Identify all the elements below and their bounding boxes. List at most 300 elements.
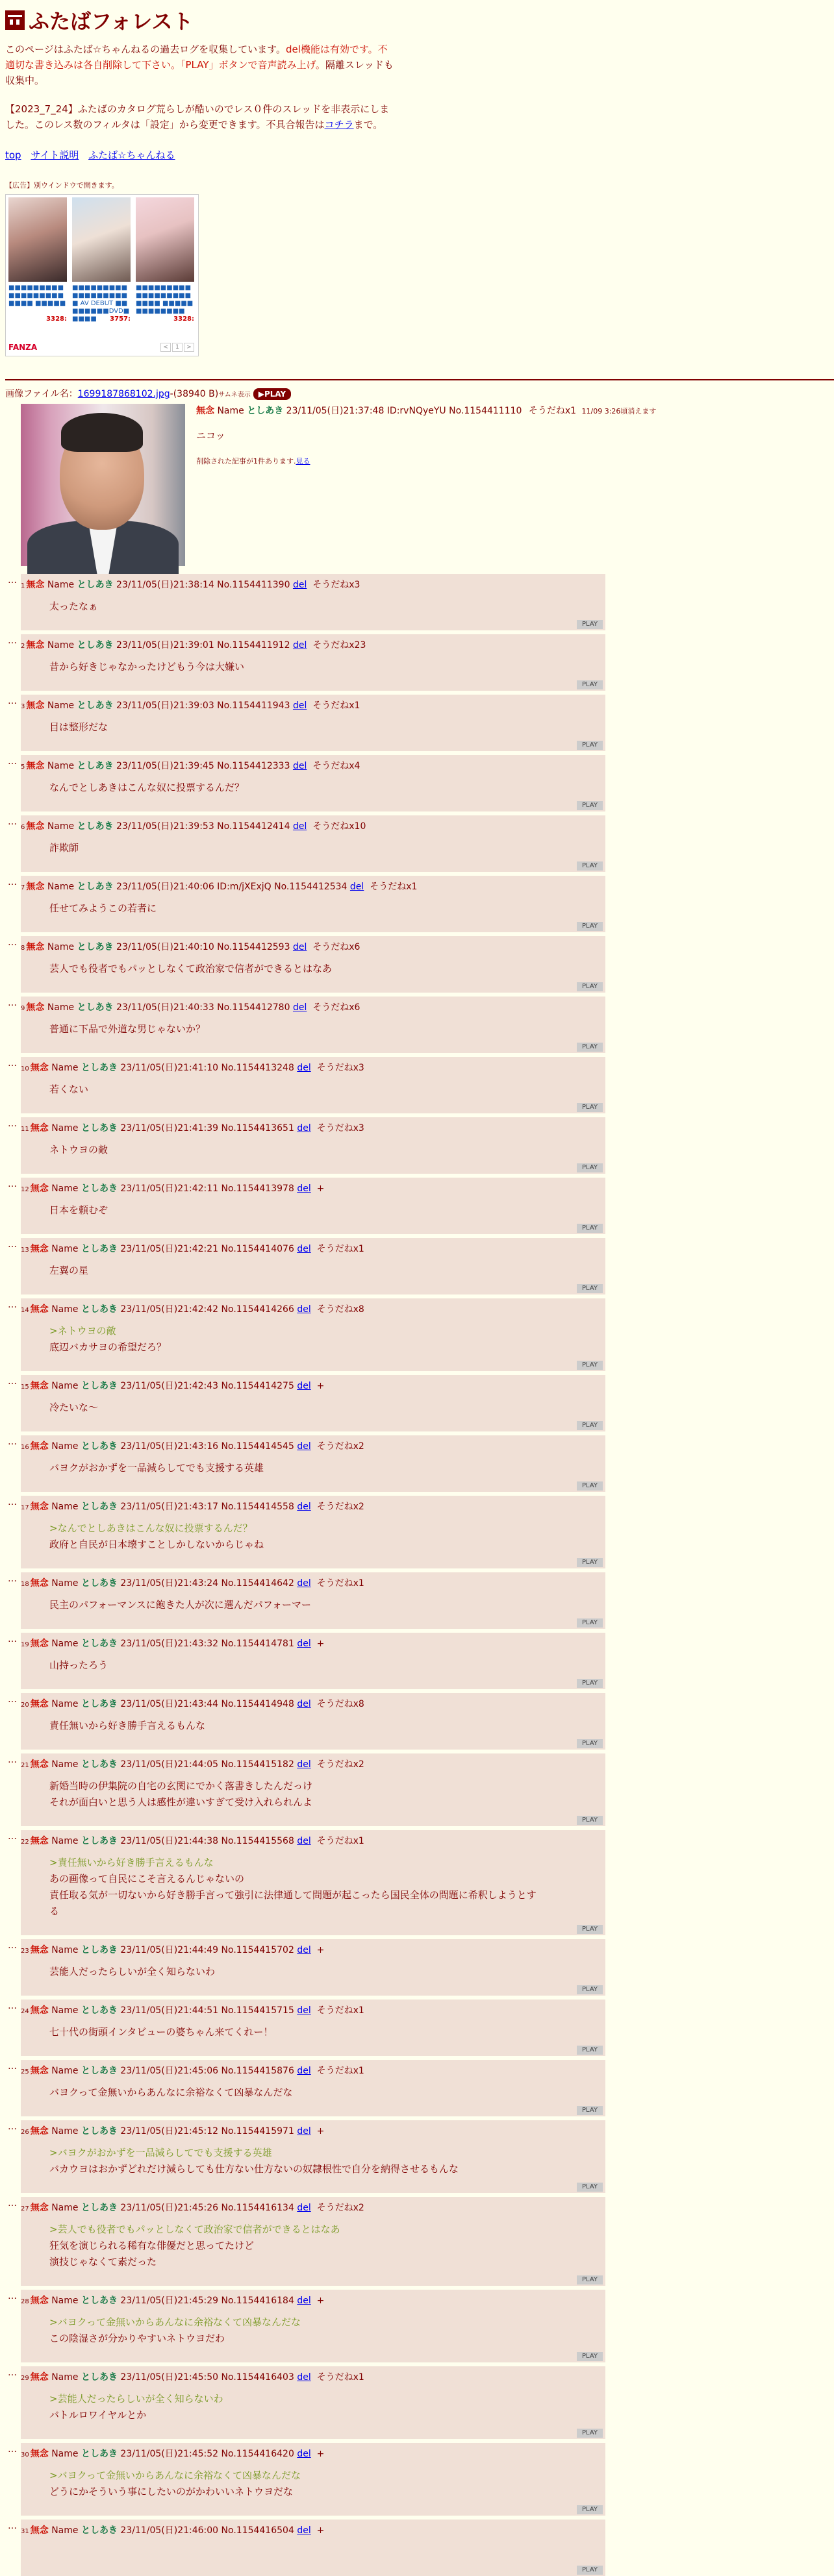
reply-name-label: Name bbox=[51, 1836, 79, 1846]
del-link[interactable]: del bbox=[292, 580, 307, 590]
sodane-button[interactable]: そうだねx2 bbox=[316, 1502, 364, 1512]
reply-row bbox=[5, 2120, 600, 2193]
intro-part-1: このページはふたば☆ちゃんねるの過去ログを収集しています。 bbox=[5, 43, 286, 55]
reply-play-button[interactable]: PLAY bbox=[577, 620, 603, 629]
reply-row bbox=[5, 997, 600, 1053]
reply-play-button[interactable]: PLAY bbox=[577, 982, 603, 991]
reply-dots: … bbox=[8, 1940, 17, 1951]
ad-item[interactable] bbox=[72, 197, 131, 323]
reply-row bbox=[5, 2366, 600, 2439]
reply-body bbox=[49, 1460, 264, 1476]
reply-row bbox=[5, 1375, 600, 1431]
reply-text-line: 芸能人だったらしいが全く知らないわ bbox=[49, 1966, 216, 1977]
reply-header bbox=[21, 759, 360, 772]
sodane-button[interactable]: そうだねx1 bbox=[316, 2005, 364, 2016]
reply-subject: 無念 bbox=[30, 2126, 49, 2136]
reply-box bbox=[21, 2000, 605, 2056]
reply-name-label: Name bbox=[51, 1578, 79, 1589]
reply-box bbox=[21, 1633, 605, 1689]
reply-quote-line: >芸人でも役者でもパッとしなくて政治家で信者ができるとはなあ bbox=[49, 2223, 340, 2235]
del-link[interactable]: del bbox=[297, 2203, 311, 2213]
ad-prev-button[interactable]: < bbox=[160, 343, 171, 352]
reply-name-label: Name bbox=[51, 2066, 79, 2076]
nav-link-top[interactable]: top bbox=[5, 149, 21, 161]
reply-body bbox=[49, 900, 157, 917]
reply-row bbox=[5, 1693, 600, 1750]
sodane-button[interactable]: そうだねx1 bbox=[316, 1836, 364, 1846]
reply-text-line: どうにかそういう事にしたいのがかわいいネトウヨだな bbox=[49, 2486, 294, 2497]
reply-play-button[interactable]: PLAY bbox=[577, 922, 603, 931]
del-link[interactable]: del bbox=[292, 1002, 307, 1013]
del-link[interactable]: del bbox=[292, 821, 307, 832]
reply-quote-line: >芸能人だったらしいが全く知らないわ bbox=[49, 2393, 223, 2405]
reply-play-button[interactable]: PLAY bbox=[577, 1925, 603, 1934]
reply-index: 10 bbox=[21, 1065, 29, 1072]
reply-play-button[interactable]: PLAY bbox=[577, 2183, 603, 2192]
reply-name: としあき bbox=[81, 2449, 118, 2459]
reply-dots: … bbox=[8, 2198, 17, 2209]
reply-name-label: Name bbox=[47, 640, 75, 650]
reply-text-line: なんでとしあきはこんな奴に投票するんだ？ bbox=[49, 782, 245, 793]
reply-name: としあき bbox=[81, 2005, 118, 2016]
reply-play-button[interactable]: PLAY bbox=[577, 2352, 603, 2361]
reply-index: 22 bbox=[21, 1839, 29, 1846]
del-link[interactable]: del bbox=[297, 1759, 311, 1770]
reply-row bbox=[5, 1633, 600, 1689]
reply-text-line: 太ったなぁ bbox=[49, 601, 99, 612]
reply-box bbox=[21, 2290, 605, 2362]
del-link[interactable]: del bbox=[297, 2449, 311, 2459]
reply-name: としあき bbox=[81, 1578, 118, 1589]
del-link[interactable]: del bbox=[297, 1304, 311, 1315]
reply-body bbox=[49, 1520, 264, 1553]
reply-text-line: 目は整形だな bbox=[49, 721, 108, 733]
del-link[interactable]: del bbox=[297, 1639, 311, 1649]
sodane-button[interactable]: + bbox=[316, 2296, 325, 2306]
reply-subject: 無念 bbox=[30, 1639, 49, 1649]
reply-quote-line: >バヨクって金無いからあんなに余裕なくて凶暴なんだな bbox=[49, 2470, 301, 2481]
reply-subject: 無念 bbox=[26, 700, 45, 711]
reply-name-label: Name bbox=[47, 700, 75, 711]
sodane-button[interactable]: そうだねx8 bbox=[316, 1699, 364, 1709]
del-link[interactable]: del bbox=[292, 942, 307, 952]
reply-dots: … bbox=[8, 1755, 17, 1765]
sodane-button[interactable]: そうだねx3 bbox=[316, 1063, 364, 1073]
reply-text-line: 民主のパフォーマンスに飽きた人が次に選んだパフォーマー bbox=[49, 1599, 312, 1611]
ad-banner[interactable] bbox=[5, 194, 199, 356]
reply-name-label: Name bbox=[51, 1699, 79, 1709]
deleted-show-link[interactable]: 見る bbox=[296, 457, 310, 465]
reply-header bbox=[21, 1000, 360, 1013]
reply-row bbox=[5, 1939, 600, 1996]
reply-index: 14 bbox=[21, 1307, 29, 1314]
reply-header bbox=[21, 940, 360, 953]
reply-subject: 無念 bbox=[26, 1002, 45, 1013]
del-link[interactable]: del bbox=[297, 1244, 311, 1254]
reply-name: としあき bbox=[77, 821, 114, 832]
reply-name-label: Name bbox=[51, 1502, 79, 1512]
sodane-button[interactable]: そうだねx1 bbox=[316, 2372, 364, 2383]
reply-index: 29 bbox=[21, 2375, 29, 2382]
sodane-button[interactable]: そうだねx2 bbox=[316, 1759, 364, 1770]
reply-quote-line: >バヨクがおかずを一品減らしてでも支援する英雄 bbox=[49, 2147, 272, 2159]
sodane-button[interactable]: そうだねx23 bbox=[312, 640, 366, 650]
reply-meta: 23/11/05(日)21:45:50 No.1154416403 bbox=[120, 2372, 294, 2383]
del-link[interactable]: del bbox=[297, 1502, 311, 1512]
reply-name: としあき bbox=[77, 1002, 114, 1013]
reply-dots: … bbox=[8, 1497, 17, 1507]
reply-name: としあき bbox=[77, 882, 114, 892]
reply-dots: … bbox=[8, 2368, 17, 2378]
sodane-button[interactable]: そうだねx4 bbox=[312, 761, 360, 771]
reply-name: としあき bbox=[81, 1945, 118, 1955]
reply-play-button[interactable]: PLAY bbox=[577, 741, 603, 750]
op-sodane[interactable]: そうだねx1 bbox=[528, 406, 577, 416]
op-post bbox=[5, 387, 830, 465]
reply-dots: … bbox=[8, 1300, 17, 1310]
reply-box bbox=[21, 815, 605, 872]
reply-quote-line: >なんでとしあきはこんな奴に投票するんだ？ bbox=[49, 1522, 253, 1534]
reply-header bbox=[21, 2523, 324, 2536]
ad-thumbnail[interactable] bbox=[8, 197, 67, 282]
reply-header bbox=[21, 1834, 364, 1847]
reply-dots: … bbox=[8, 937, 17, 948]
nav-link-futaba[interactable]: ふたば☆ちゃんねる bbox=[88, 149, 175, 161]
sodane-button[interactable]: そうだねx1 bbox=[312, 700, 360, 711]
reply-subject: 無念 bbox=[30, 1441, 49, 1452]
reply-play-button[interactable]: PLAY bbox=[577, 1739, 603, 1748]
reply-play-button[interactable]: PLAY bbox=[577, 2046, 603, 2055]
reply-row bbox=[5, 1057, 600, 1113]
sodane-button[interactable]: そうだねx6 bbox=[312, 1002, 360, 1013]
reply-play-button[interactable]: PLAY bbox=[577, 1679, 603, 1688]
reply-box bbox=[21, 1496, 605, 1568]
reply-subject: 無念 bbox=[30, 1123, 49, 1133]
reply-index: 13 bbox=[21, 1246, 29, 1254]
reply-dots: … bbox=[8, 1179, 17, 1189]
del-link[interactable]: del bbox=[297, 1123, 311, 1133]
ad-thumbnail[interactable] bbox=[136, 197, 194, 282]
reply-text-line: 詐欺師 bbox=[49, 842, 79, 854]
reply-meta: 23/11/05(日)21:44:51 No.1154415715 bbox=[120, 2005, 294, 2016]
del-link[interactable]: del bbox=[297, 1836, 311, 1846]
reply-header bbox=[21, 2201, 364, 2214]
reply-meta: 23/11/05(日)21:38:14 No.1154411390 bbox=[116, 580, 290, 590]
deleted-note-text: 削除された記事が1件あります. bbox=[196, 457, 296, 465]
reply-meta: 23/11/05(日)21:39:45 No.1154412333 bbox=[116, 761, 290, 771]
reply-body bbox=[49, 1718, 205, 1734]
page-header bbox=[0, 0, 834, 162]
reply-meta: 23/11/05(日)21:45:52 No.1154416420 bbox=[120, 2449, 294, 2459]
reply-meta: 23/11/05(日)21:39:01 No.1154411912 bbox=[116, 640, 290, 650]
del-link[interactable]: del bbox=[297, 2525, 311, 2536]
nav-links bbox=[5, 148, 829, 162]
reply-dots: … bbox=[8, 2444, 17, 2455]
reply-name: としあき bbox=[81, 1381, 118, 1391]
reply-text-line: あの画像って自民にこそ言えるんじゃないの bbox=[49, 1873, 245, 1885]
reply-text-line: バヨクがおかずを一品減らしてでも支援する英雄 bbox=[49, 1462, 264, 1474]
del-link[interactable]: del bbox=[297, 2296, 311, 2306]
sodane-button[interactable]: そうだねx8 bbox=[316, 1304, 364, 1315]
sodane-button[interactable]: + bbox=[316, 1639, 325, 1649]
reply-play-button[interactable]: PLAY bbox=[577, 1558, 603, 1567]
reply-body bbox=[49, 2085, 292, 2101]
reply-play-button[interactable]: PLAY bbox=[577, 801, 603, 810]
reply-body bbox=[49, 1021, 205, 1037]
sodane-button[interactable]: そうだねx1 bbox=[316, 1244, 364, 1254]
del-link[interactable]: del bbox=[297, 1063, 311, 1073]
reply-name: としあき bbox=[77, 761, 114, 771]
reply-play-button[interactable]: PLAY bbox=[577, 1421, 603, 1430]
reply-body bbox=[49, 1964, 215, 1980]
ad-thumbnail[interactable] bbox=[72, 197, 131, 282]
sodane-button[interactable]: そうだねx10 bbox=[312, 821, 366, 832]
reply-meta: 23/11/05(日)21:46:00 No.1154416504 bbox=[120, 2525, 294, 2536]
sodane-button[interactable]: そうだねx1 bbox=[370, 882, 418, 892]
reply-play-button[interactable]: PLAY bbox=[577, 1361, 603, 1370]
ad-item-text[interactable]: ■■■■■■■■■■■■■■■■■■■■■■ ■■■■■ bbox=[8, 284, 66, 307]
reply-header bbox=[21, 2294, 324, 2307]
reply-row bbox=[5, 936, 600, 993]
reply-body bbox=[49, 1142, 108, 1158]
reply-meta: 23/11/05(日)21:40:10 No.1154412593 bbox=[116, 942, 290, 952]
nav-link-site-info[interactable]: サイト説明 bbox=[31, 149, 79, 161]
intro-text bbox=[5, 42, 395, 88]
ad-item-price: 3328: bbox=[173, 316, 194, 323]
reply-name: としあき bbox=[81, 1759, 118, 1770]
reply-subject: 無念 bbox=[30, 1183, 49, 1194]
reply-subject: 無念 bbox=[30, 1063, 49, 1073]
reply-header bbox=[21, 1182, 324, 1195]
reply-body bbox=[49, 1657, 108, 1674]
reply-header bbox=[21, 819, 366, 832]
report-link[interactable]: コチラ bbox=[324, 119, 354, 130]
op-datetime: 23/11/05(日)21:37:48 ID:rvNQyeYU No.1154411110 bbox=[286, 406, 522, 416]
reply-index: 20 bbox=[21, 1702, 29, 1709]
reply-play-button[interactable]: PLAY bbox=[577, 2429, 603, 2438]
del-link[interactable]: del bbox=[297, 1578, 311, 1589]
reply-play-button[interactable]: PLAY bbox=[577, 680, 603, 689]
ad-item[interactable] bbox=[136, 197, 194, 323]
reply-dots: … bbox=[8, 575, 17, 586]
reply-dots: … bbox=[8, 1574, 17, 1584]
del-link[interactable]: del bbox=[349, 882, 364, 892]
reply-text-line: 日本を頼むぞ bbox=[49, 1204, 108, 1216]
reply-subject: 無念 bbox=[30, 2449, 49, 2459]
reply-name-label: Name bbox=[47, 882, 75, 892]
reply-play-button[interactable]: PLAY bbox=[577, 1816, 603, 1825]
reply-name-label: Name bbox=[51, 1759, 79, 1770]
reply-subject: 無念 bbox=[30, 1578, 49, 1589]
op-play-label[interactable]: PLAY bbox=[264, 390, 286, 399]
reply-play-button[interactable]: PLAY bbox=[577, 1103, 603, 1112]
reply-body bbox=[49, 840, 79, 856]
reply-play-button[interactable]: PLAY bbox=[577, 2505, 603, 2514]
reply-index: 27 bbox=[21, 2205, 29, 2212]
file-link[interactable]: 1699187868102.jpg bbox=[77, 389, 170, 399]
reply-row bbox=[5, 1117, 600, 1174]
reply-name-label: Name bbox=[51, 1945, 79, 1955]
reply-header bbox=[21, 2370, 364, 2383]
sodane-button[interactable]: そうだねx1 bbox=[316, 1578, 364, 1589]
reply-header bbox=[21, 2064, 364, 2077]
reply-index: 16 bbox=[21, 1444, 29, 1451]
reply-play-button[interactable]: PLAY bbox=[577, 1284, 603, 1293]
reply-box bbox=[21, 574, 605, 630]
sodane-button[interactable]: + bbox=[316, 1381, 325, 1391]
reply-box bbox=[21, 1693, 605, 1750]
reply-box bbox=[21, 876, 605, 932]
reply-quote-line: >ネトウヨの敵 bbox=[49, 1325, 116, 1337]
reply-subject: 無念 bbox=[30, 1945, 49, 1955]
sodane-button[interactable]: + bbox=[316, 1945, 325, 1955]
reply-meta: 23/11/05(日)21:45:26 No.1154416134 bbox=[120, 2203, 294, 2213]
reply-subject: 無念 bbox=[26, 821, 45, 832]
reply-index: 24 bbox=[21, 2008, 29, 2015]
reply-header bbox=[21, 1637, 324, 1650]
reply-name: としあき bbox=[81, 1063, 118, 1073]
reply-dots: … bbox=[8, 877, 17, 887]
reply-name-label: Name bbox=[51, 1244, 79, 1254]
reply-name: としあき bbox=[81, 1699, 118, 1709]
reply-body bbox=[49, 1263, 88, 1279]
reply-play-button[interactable]: PLAY bbox=[577, 2275, 603, 2285]
reply-play-button[interactable]: PLAY bbox=[577, 2106, 603, 2115]
reply-play-button[interactable]: PLAY bbox=[577, 1224, 603, 1233]
del-link[interactable]: del bbox=[297, 1441, 311, 1452]
reply-name: としあき bbox=[81, 2525, 118, 2536]
reply-row bbox=[5, 1238, 600, 1294]
reply-text-line: 政府と自民が日本壊すことしかしないからじゃね bbox=[49, 1539, 264, 1550]
reply-quote-line: >責任無いから好き勝手言えるもんな bbox=[49, 1857, 214, 1868]
reply-dots: … bbox=[8, 817, 17, 827]
reply-index: 19 bbox=[21, 1641, 29, 1648]
sodane-button[interactable]: そうだねx3 bbox=[312, 580, 360, 590]
del-link[interactable]: del bbox=[297, 1699, 311, 1709]
reply-body bbox=[49, 2145, 459, 2177]
reply-name-label: Name bbox=[51, 1304, 79, 1315]
reply-body bbox=[49, 1855, 537, 1920]
reply-index: 15 bbox=[21, 1383, 29, 1391]
reply-dots: … bbox=[8, 756, 17, 767]
thumb-note: サムネ表示 bbox=[218, 391, 251, 399]
reply-name-label: Name bbox=[51, 2296, 79, 2306]
reply-text-line: ネトウヨの敵 bbox=[49, 1144, 108, 1156]
reply-play-button[interactable]: PLAY bbox=[577, 1043, 603, 1052]
reply-index: 11 bbox=[21, 1126, 29, 1133]
ad-item-text[interactable]: ■■■■■■■■■■■■■■■■■■ ■■■■ ■■■■■■■■■■■■■ bbox=[136, 284, 194, 315]
del-link[interactable]: del bbox=[297, 1381, 311, 1391]
sodane-button[interactable]: そうだねx2 bbox=[316, 2203, 364, 2213]
ad-item-price: 3328: bbox=[46, 316, 67, 323]
reply-row bbox=[5, 1435, 600, 1492]
reply-play-button[interactable]: PLAY bbox=[577, 861, 603, 871]
reply-text-line: 新婚当時の伊集院の自宅の玄関にでかく落書きしたんだっけ bbox=[49, 1780, 313, 1792]
reply-text-line: 芸人でも役者でもパッとしなくて政治家で信者ができるとはなあ bbox=[49, 963, 333, 974]
reply-header bbox=[21, 1697, 364, 1710]
ad-brand-logo: FANZA bbox=[8, 343, 38, 352]
reply-row bbox=[5, 1496, 600, 1568]
reply-header bbox=[21, 1242, 364, 1255]
sodane-button[interactable]: そうだねx2 bbox=[316, 1441, 364, 1452]
reply-box bbox=[21, 1238, 605, 1294]
del-link[interactable]: del bbox=[292, 700, 307, 711]
sodane-button[interactable]: + bbox=[316, 2126, 325, 2136]
del-link[interactable]: del bbox=[292, 761, 307, 771]
reply-body bbox=[49, 1778, 312, 1811]
reply-meta: 23/11/05(日)21:39:53 No.1154412414 bbox=[116, 821, 290, 832]
ad-pager bbox=[160, 343, 194, 352]
reply-name: としあき bbox=[81, 1183, 118, 1194]
del-link[interactable]: del bbox=[297, 2005, 311, 2016]
reply-box bbox=[21, 1057, 605, 1113]
op-play-button[interactable]: ▶PLAY bbox=[253, 388, 292, 400]
reply-index: 18 bbox=[21, 1581, 29, 1588]
reply-play-button[interactable]: PLAY bbox=[577, 2566, 603, 2575]
sodane-button[interactable]: + bbox=[316, 2449, 325, 2459]
del-link[interactable]: del bbox=[292, 640, 307, 650]
reply-header bbox=[21, 578, 360, 591]
ad-next-button[interactable]: > bbox=[184, 343, 194, 352]
reply-play-button[interactable]: PLAY bbox=[577, 1163, 603, 1172]
reply-subject: 無念 bbox=[30, 2203, 49, 2213]
reply-body bbox=[49, 1202, 108, 1219]
ad-item[interactable] bbox=[8, 197, 67, 323]
reply-box bbox=[21, 1753, 605, 1826]
reply-dots: … bbox=[8, 1058, 17, 1069]
reply-text-line: それが面白いと思う人は感性が違いすぎて受け入れられんよ bbox=[49, 1796, 313, 1808]
reply-dots: … bbox=[8, 696, 17, 706]
del-link[interactable]: del bbox=[297, 2372, 311, 2383]
reply-subject: 無念 bbox=[26, 882, 45, 892]
del-link[interactable]: del bbox=[297, 2126, 311, 2136]
reply-dots: … bbox=[8, 2061, 17, 2072]
sodane-button[interactable]: そうだねx6 bbox=[312, 942, 360, 952]
title-row bbox=[5, 5, 829, 35]
del-link[interactable]: del bbox=[297, 1945, 311, 1955]
reply-row bbox=[5, 574, 600, 630]
ad-note: 【広告】別ウインドウで開きます。 bbox=[5, 181, 119, 190]
op-header bbox=[196, 404, 656, 417]
reply-meta: 23/11/05(日)21:45:29 No.1154416184 bbox=[120, 2296, 294, 2306]
reply-text-line: バカウヨはおかずどれだけ減らしても仕方ない仕方ないの奴隷根性で自分を納得させるもんな bbox=[49, 2163, 459, 2175]
reply-dots: … bbox=[8, 1376, 17, 1387]
reply-play-button[interactable]: PLAY bbox=[577, 1481, 603, 1491]
sodane-button[interactable]: + bbox=[316, 1183, 325, 1194]
reply-name-label: Name bbox=[47, 821, 75, 832]
reply-play-button[interactable]: PLAY bbox=[577, 1618, 603, 1628]
reply-name-label: Name bbox=[51, 1441, 79, 1452]
op-image[interactable] bbox=[21, 404, 185, 566]
reply-quote-line: >バヨクって金無いからあんなに余裕なくて凶暴なんだな bbox=[49, 2316, 301, 2328]
ad-item-text[interactable]: ■■■■■■■■■■■■■■■■■■■ AV DEBUT ■■■■■■■■DVD■■■■■ bbox=[72, 284, 130, 323]
reply-name-label: Name bbox=[51, 1381, 79, 1391]
del-link[interactable]: del bbox=[297, 2066, 311, 2076]
reply-row bbox=[5, 1572, 600, 1629]
notice-body: 【2023_7_24】ふたばのカタログ荒らしが酷いのでレス０件のスレッドを非表示にしました。このレス数のフィルタは「設定」から変更できます。不具合報告は bbox=[5, 103, 390, 130]
reply-body bbox=[49, 1400, 98, 1416]
reply-name: としあき bbox=[81, 1502, 118, 1512]
reply-row bbox=[5, 1178, 600, 1234]
sodane-button[interactable]: そうだねx3 bbox=[316, 1123, 364, 1133]
reply-box bbox=[21, 1939, 605, 1996]
del-link[interactable]: del bbox=[297, 1183, 311, 1194]
reply-play-button[interactable]: PLAY bbox=[577, 1985, 603, 1994]
notice-end: まで。 bbox=[353, 119, 383, 130]
reply-index: 2 bbox=[21, 643, 25, 650]
sodane-button[interactable]: + bbox=[316, 2525, 325, 2536]
sodane-button[interactable]: そうだねx1 bbox=[316, 2066, 364, 2076]
